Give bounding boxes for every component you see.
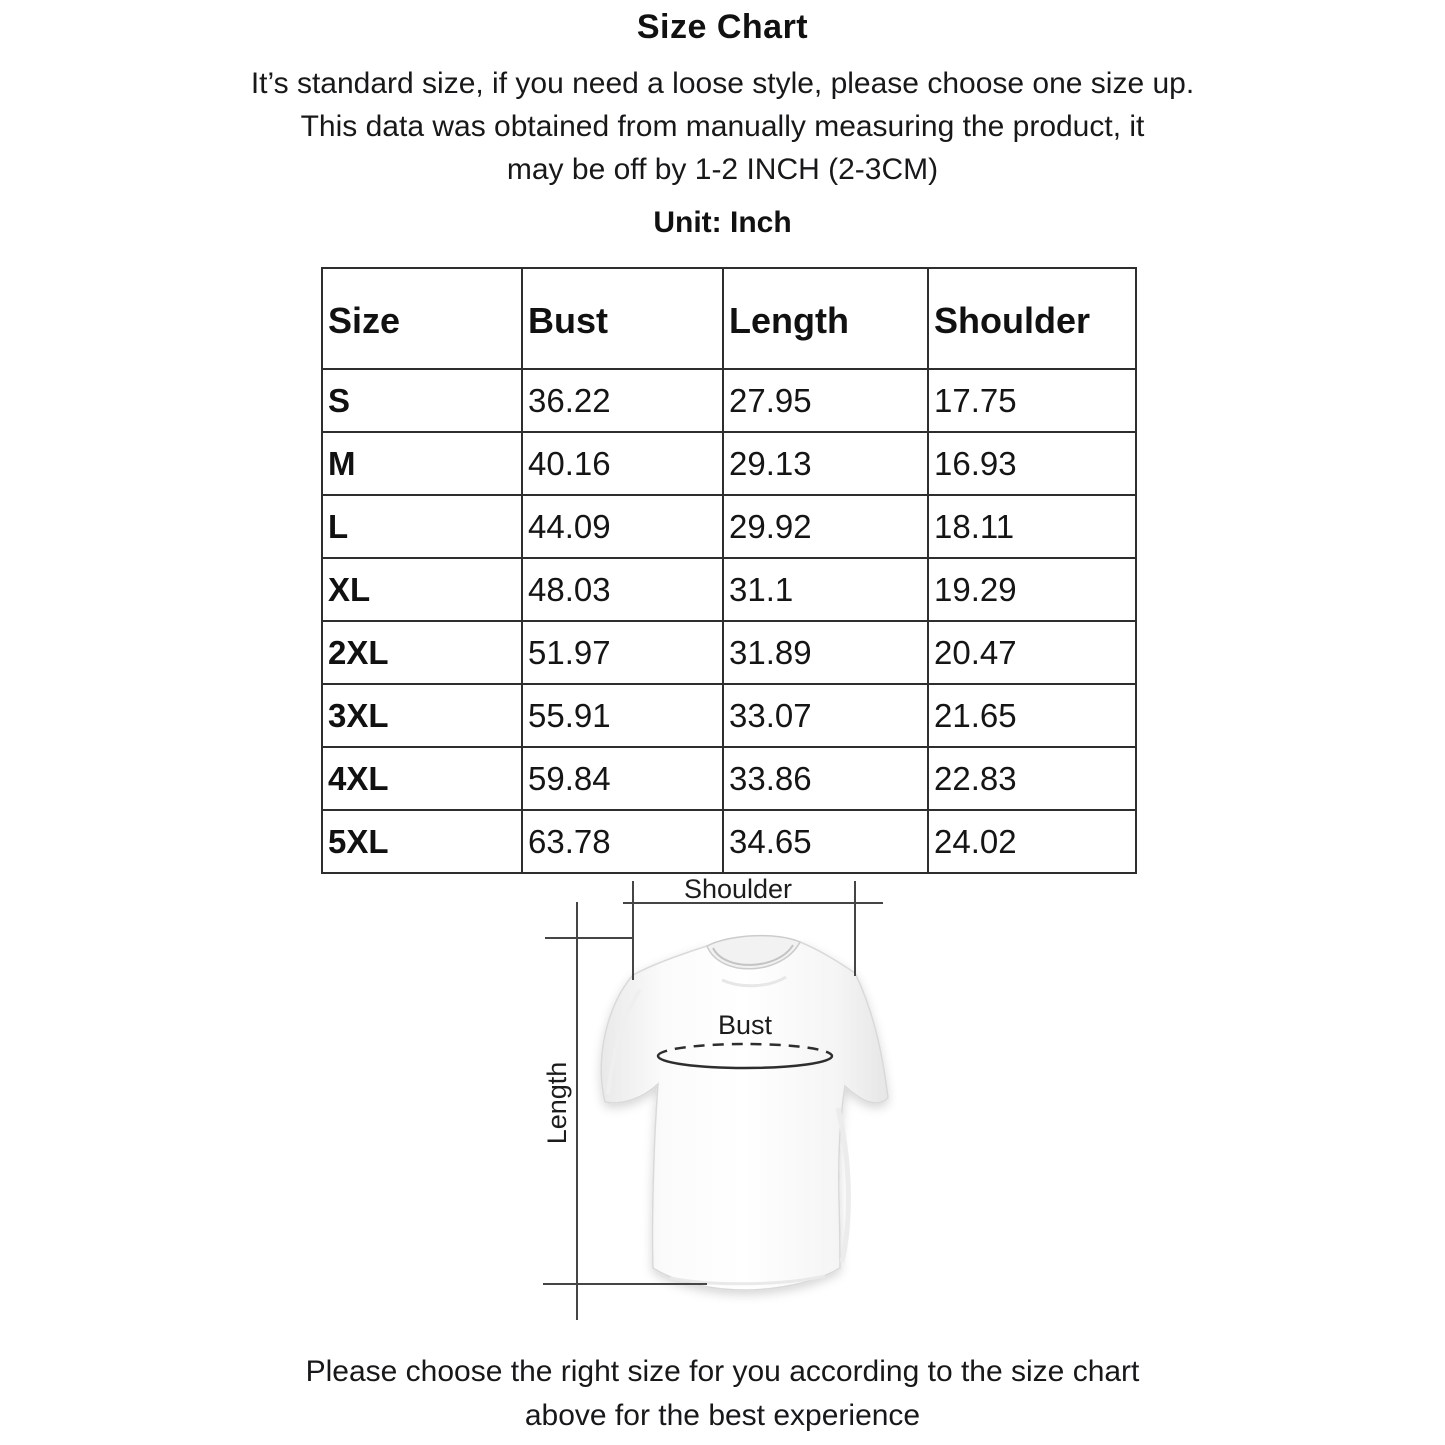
cell-size: 4XL <box>322 747 522 810</box>
cell-shoulder: 22.83 <box>928 747 1136 810</box>
cell-length: 27.95 <box>723 369 928 432</box>
cell-size: 2XL <box>322 621 522 684</box>
cell-bust: 51.97 <box>522 621 723 684</box>
table-row <box>322 558 1136 621</box>
cell-shoulder: 17.75 <box>928 369 1136 432</box>
cell-length: 33.07 <box>723 684 928 747</box>
cell-size: L <box>322 495 522 558</box>
intro-line-3: may be off by 1-2 INCH (2-3CM) <box>506 153 939 186</box>
footer-line-2: above for the best experience <box>524 1399 921 1432</box>
cell-bust: 63.78 <box>522 810 723 873</box>
cell-size: XL <box>322 558 522 621</box>
intro-line-1: It’s standard size, if you need a loose style, please choose one size up. <box>250 67 1195 100</box>
cell-size: S <box>322 369 522 432</box>
cell-size: 3XL <box>322 684 522 747</box>
header-bust: Bust <box>522 268 723 369</box>
size-table <box>321 267 1137 874</box>
intro-text <box>0 62 1445 191</box>
header-size: Size <box>322 268 522 369</box>
shoulder-diagram-label: Shoulder <box>683 874 793 904</box>
cell-size: M <box>322 432 522 495</box>
cell-shoulder: 19.29 <box>928 558 1136 621</box>
cell-length: 31.1 <box>723 558 928 621</box>
cell-shoulder: 21.65 <box>928 684 1136 747</box>
tshirt-diagram <box>520 858 1200 1338</box>
table-row <box>322 495 1136 558</box>
cell-length: 33.86 <box>723 747 928 810</box>
cell-bust: 55.91 <box>522 684 723 747</box>
table-row <box>322 432 1136 495</box>
table-row <box>322 621 1136 684</box>
cell-length: 34.65 <box>723 810 928 873</box>
cell-length: 29.92 <box>723 495 928 558</box>
bust-diagram-label: Bust <box>717 1010 773 1040</box>
cell-length: 29.13 <box>723 432 928 495</box>
header-shoulder: Shoulder <box>928 268 1136 369</box>
header-length: Length <box>723 268 928 369</box>
cell-shoulder: 18.11 <box>928 495 1136 558</box>
table-header-row <box>322 268 1136 369</box>
cell-bust: 40.16 <box>522 432 723 495</box>
cell-size: 5XL <box>322 810 522 873</box>
cell-shoulder: 16.93 <box>928 432 1136 495</box>
table-row <box>322 747 1136 810</box>
cell-shoulder: 24.02 <box>928 810 1136 873</box>
length-diagram-label: Length <box>542 1061 572 1145</box>
table-row <box>322 369 1136 432</box>
unit-label: Unit: Inch <box>653 206 792 239</box>
table-row <box>322 684 1136 747</box>
tshirt-illustration <box>601 936 888 1290</box>
cell-shoulder: 20.47 <box>928 621 1136 684</box>
size-table-body <box>322 369 1136 873</box>
cell-bust: 48.03 <box>522 558 723 621</box>
cell-bust: 44.09 <box>522 495 723 558</box>
footer-text <box>0 1350 1445 1438</box>
intro-line-2: This data was obtained from manually measuring the product, it <box>300 110 1145 143</box>
cell-bust: 36.22 <box>522 369 723 432</box>
cell-length: 31.89 <box>723 621 928 684</box>
page-title: Size Chart <box>636 8 809 46</box>
cell-bust: 59.84 <box>522 747 723 810</box>
footer-line-1: Please choose the right size for you according to the size chart <box>305 1355 1140 1388</box>
